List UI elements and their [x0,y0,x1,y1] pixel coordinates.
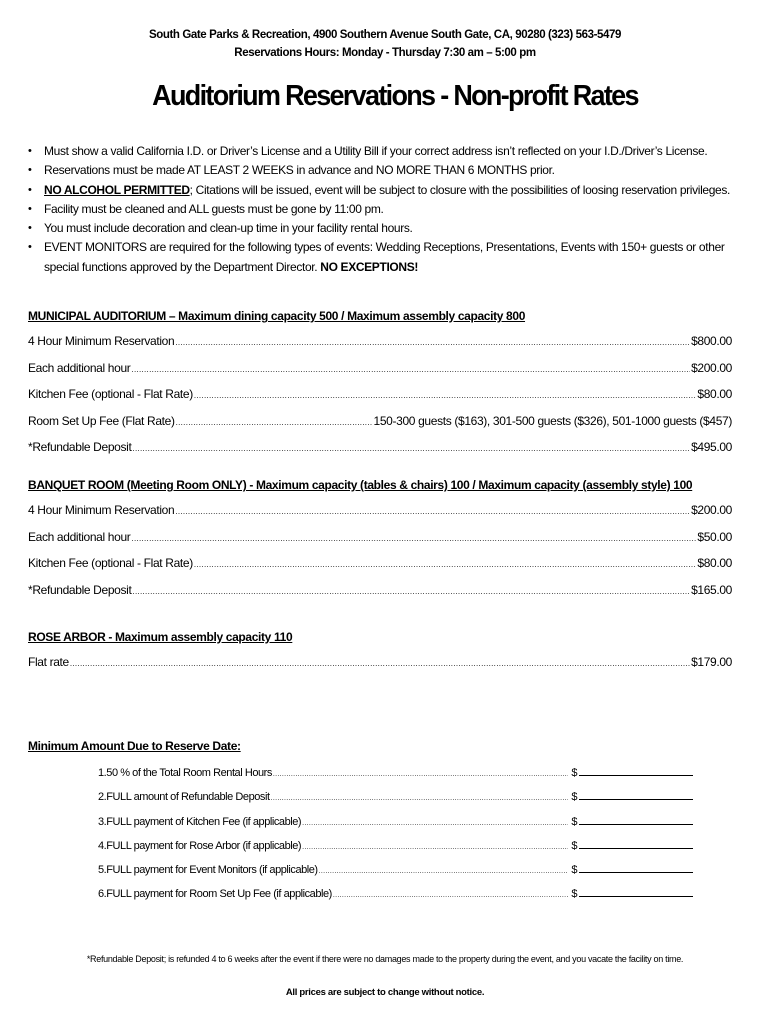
currency-sign: $ [571,767,577,779]
rule-item [26,181,751,200]
minimum-due-item [98,858,693,882]
refund-footnote: *Refundable Deposit; is refunded 4 to 6 weeks after the event if there were no damages made to the property during the event, and you vacate the facility on time. [86,954,684,964]
fee-amount: $495.00 [691,440,732,454]
fee-row [28,355,732,382]
fee-amount: $200.00 [691,503,732,517]
contact-header [0,26,770,62]
fee-amount: $80.00 [697,387,732,401]
contact-address: South Gate Parks & Recreation, 4900 Southern Avenue South Gate, CA, 90280 (323) 563-5479 [148,29,622,41]
rule-emphasis: NO ALCOHOL PERMITTED [44,182,190,197]
minimum-due-item [98,882,693,906]
dot-leader [271,787,569,811]
rule-text: You must include decoration and clean-up time in your facility rental hours. [44,221,413,236]
dot-leader [194,383,697,410]
due-item-label: 4.FULL payment for Rose Arbor (if applicable) [98,839,302,852]
section-title: MUNICIPAL AUDITORIUM – Maximum dining capacity 500 / Maximum assembly capacity 800 [28,309,526,323]
amount-blank-line[interactable] [579,761,693,776]
rule-text: Must show a valid California I.D. or Driver’s License and a Utility Bill if your correct address isn’t reflected on your I.D./Driver’s License. [44,144,708,158]
minimum-due-item [98,834,693,858]
due-item-label: 5.FULL payment for Event Monitors (if applicable) [98,864,318,877]
dot-leader [302,812,568,836]
dot-leader [175,499,690,526]
currency-sign: $ [571,888,577,901]
fee-label: Each additional hour [28,529,131,544]
dot-leader [319,860,569,884]
fee-row [28,434,732,461]
fee-label: Each additional hour [28,360,131,375]
fee-label: Room Set Up Fee (Flat Rate) [28,413,175,428]
rule-text: Facility must be cleaned and ALL guests must be gone by 11:00 pm. [44,201,384,216]
minimum-due-item [98,810,693,834]
fee-row [28,550,732,577]
dot-leader [333,884,568,908]
currency-sign: $ [571,839,577,852]
dot-leader [176,410,373,437]
fee-label: *Refundable Deposit [28,582,132,597]
fee-amount: $50.00 [697,529,732,544]
fee-row [28,497,732,524]
dot-leader [273,763,568,787]
banquet-room-section [28,473,732,603]
fee-list [28,328,732,461]
rule-text: Reservations must be made AT LEAST 2 WEEKS in advance and NO MORE THAN 6 MONTHS prior. [44,163,555,178]
amount-blank-line[interactable] [579,858,693,873]
price-notice: All prices are subject to change without notice. [285,987,485,998]
rules-list [26,142,751,277]
reservation-hours: Reservations Hours: Monday - Thursday 7:30 am – 5:00 pm [234,47,536,59]
fee-label: 4 Hour Minimum Reservation [28,334,175,348]
rule-text: EVENT MONITORS are required for the following types of events: Wedding Receptions, Presentations, Events with 150+ guests or other special functions approved by the Department Director. [44,240,725,274]
fee-row [28,328,732,355]
minimum-due-title: Minimum Amount Due to Reserve Date: [28,739,241,753]
rose-arbor-section [28,625,732,676]
fee-row [28,577,732,604]
fee-row [28,408,732,435]
rule-item [26,200,751,219]
fee-amount: $800.00 [691,334,732,348]
currency-sign: $ [571,864,577,877]
fee-amount: $165.00 [691,582,732,597]
rule-item [26,142,751,161]
fee-amount: $200.00 [691,360,732,375]
rule-text: ; Citations will be issued, event will be subject to closure with the possibilities of loosing reservation privileges. [189,182,730,197]
fee-label: Flat rate [28,655,69,669]
dot-leader [132,579,690,606]
due-item-label: 1.50 % of the Total Room Rental Hours [98,767,272,779]
dot-leader [194,552,697,579]
minimum-due-section [28,735,708,907]
rule-item [26,161,751,180]
fee-label: Kitchen Fee (optional - Flat Rate) [28,556,193,570]
fee-row [28,381,732,408]
minimum-due-item [98,785,693,809]
dot-leader [132,436,690,463]
section-title: ROSE ARBOR - Maximum assembly capacity 110 [28,630,293,644]
fee-amount: $80.00 [697,556,732,570]
fee-amount: $179.00 [691,655,732,669]
fee-list [28,497,732,603]
rule-emphasis-tail: NO EXCEPTIONS! [320,259,419,274]
amount-blank-line[interactable] [579,834,693,849]
section-title: BANQUET ROOM (Meeting Room ONLY) - Maximum capacity (tables & chairs) 100 / Maximum capacity (assembly style) 100 [28,478,693,492]
minimum-due-list [98,761,708,907]
rule-item [26,219,751,238]
dot-leader [131,357,690,384]
currency-sign: $ [571,815,577,828]
amount-blank-line[interactable] [579,882,693,897]
dot-leader [175,330,690,357]
fee-amount: 150-300 guests ($163), 301-500 guests ($326), 501-1000 guests ($457) [373,413,732,428]
dot-leader [70,651,690,678]
fee-row [28,524,732,551]
rule-item [26,238,751,277]
amount-blank-line[interactable] [579,785,693,800]
due-item-label: 6.FULL payment for Room Set Up Fee (if applicable) [98,888,332,901]
dot-leader [302,836,568,860]
fee-label: 4 Hour Minimum Reservation [28,503,175,517]
municipal-auditorium-section [28,304,732,461]
fee-label: *Refundable Deposit [28,440,132,454]
due-item-label: 3.FULL payment of Kitchen Fee (if applicable) [98,815,302,828]
minimum-due-item [98,761,693,785]
amount-blank-line[interactable] [579,810,693,825]
fee-row [28,649,732,676]
currency-sign: $ [571,791,577,804]
fee-label: Kitchen Fee (optional - Flat Rate) [28,387,193,401]
due-item-label: 2.FULL amount of Refundable Deposit [98,791,270,804]
dot-leader [131,526,696,553]
page-title: Auditorium Reservations - Non-profit Rates [152,80,638,112]
fee-list [28,649,732,676]
